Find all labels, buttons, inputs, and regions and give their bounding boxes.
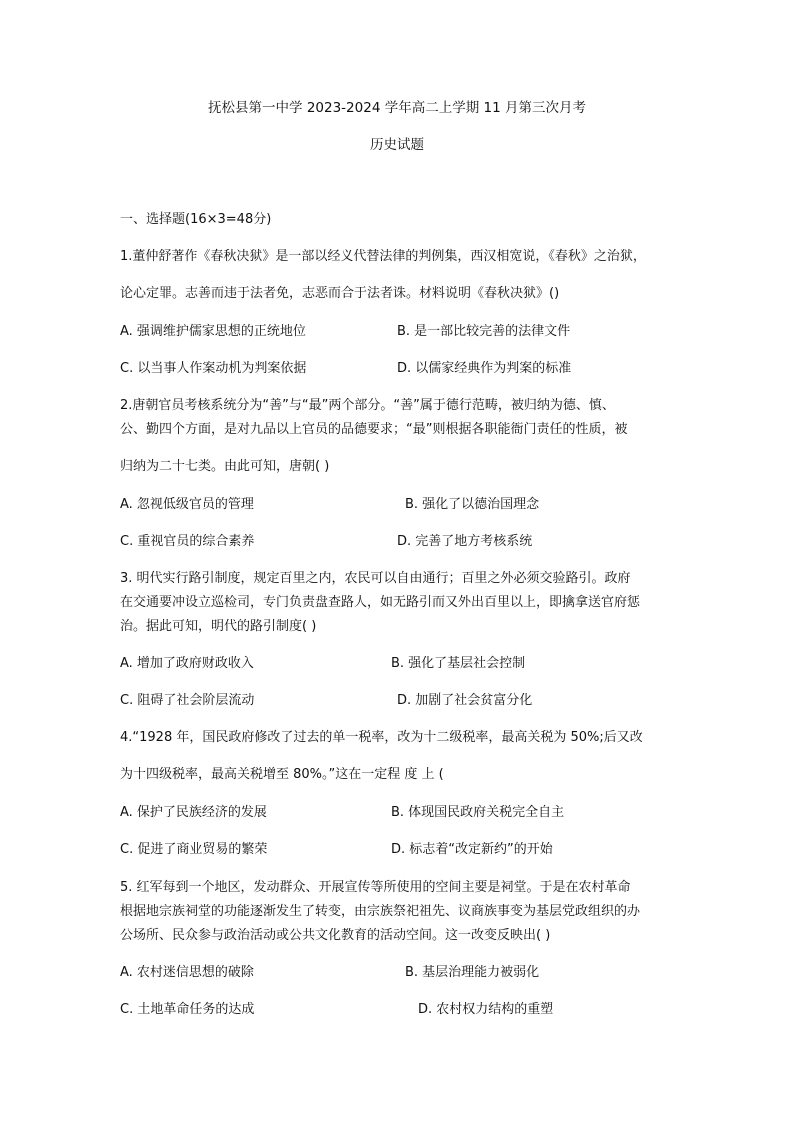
question-3-option-a: A. 增加了政府财政收入 [120, 656, 254, 671]
question-3-line-1: 3. 明代实行路引制度，规定百里之内，农民可以自由通行；百里之外必须交验路引。政府 [120, 571, 631, 586]
question-1-line-2: 论心定罪。志善而违于法者免，志恶而合于法者诛。材料说明《春秋决狱》() [120, 286, 560, 301]
question-4-option-c: C. 促进了商业贸易的繁荣 [120, 842, 268, 857]
question-4-line-1: 4.“1928 年，国民政府修改了过去的单一税率，改为十二级税率，最高关税为 50%;后又改 [120, 730, 643, 745]
question-3-option-c: C. 阻碍了社会阶层流动 [120, 693, 255, 708]
page-title: 抚松县第一中学 2023-2024 学年高二上学期 11 月第三次月考 [208, 100, 586, 116]
question-4-line-2: 为十四级税率，最高关税增至 80%。”这在一定程 度 上 ( [120, 767, 444, 782]
question-2-line-3: 归纳为二十七类。由此可知，唐朝( ) [120, 459, 330, 474]
question-2-line-2: 公、勤四个方面，是对九品以上官员的品德要求；“最”则根据各职能衙门责任的性质，被 [120, 422, 628, 437]
question-2-option-a: A. 忽视低级官员的管理 [120, 497, 254, 512]
question-5-option-d: D. 农村权力结构的重塑 [418, 1002, 554, 1017]
question-4-option-a: A. 保护了民族经济的发展 [120, 805, 267, 820]
question-3-option-b: B. 强化了基层社会控制 [391, 656, 526, 671]
question-5-line-3: 公场所、民众参与政治活动或公共文化教育的活动空间。这一改变反映出( ) [120, 928, 551, 943]
question-3-line-2: 在交通要冲设立巡检司，专门负责盘查路人，如无路引而又外出百里以上，即擒拿送官府惩 [120, 595, 641, 610]
question-2-option-b: B. 强化了以德治国理念 [405, 497, 540, 512]
question-2-option-c: C. 重视官员的综合素养 [120, 534, 255, 549]
question-5-option-a: A. 农村迷信思想的破除 [120, 965, 254, 980]
question-4-option-d: D. 标志着“改定新约”的开始 [391, 842, 553, 857]
question-3-option-d: D. 加剧了社会贫富分化 [397, 693, 533, 708]
question-1-option-d: D. 以儒家经典作为判案的标准 [397, 361, 572, 376]
question-1-option-c: C. 以当事人作案动机为判案依据 [120, 361, 307, 376]
page-subtitle: 历史试题 [370, 137, 424, 153]
question-2-option-d: D. 完善了地方考核系统 [397, 534, 533, 549]
question-3-line-3: 治。据此可知，明代的路引制度( ) [120, 619, 317, 634]
question-5-option-b: B. 基层治理能力被弱化 [405, 965, 540, 980]
section-heading: 一、选择题(16×3=48分) [120, 212, 272, 227]
question-5-line-2: 根据地宗族祠堂的功能逐渐发生了转变，由宗族祭祀祖先、议商族事变为基层党政组织的办 [120, 904, 641, 919]
question-5-option-c: C. 土地革命任务的达成 [120, 1002, 255, 1017]
question-2-line-1: 2.唐朝官员考核系统分为“善”与“最”两个部分。“善”属于德行范畴，被归纳为德、慎、 [120, 398, 615, 413]
question-1-line-1: 1.董仲舒著作《春秋决狱》是一部以经义代替法律的判例集，西汉相宽说，《春秋》之治狱， [120, 249, 646, 264]
question-4-option-b: B. 体现国民政府关税完全自主 [391, 805, 565, 820]
question-5-line-1: 5. 红军每到一个地区，发动群众、开展宣传等所使用的空间主要是祠堂。于是在农村革命 [120, 880, 631, 895]
question-1-option-a: A. 强调维护儒家思想的正统地位 [120, 324, 306, 339]
question-1-option-b: B. 是一部比较完善的法律文件 [397, 324, 571, 339]
